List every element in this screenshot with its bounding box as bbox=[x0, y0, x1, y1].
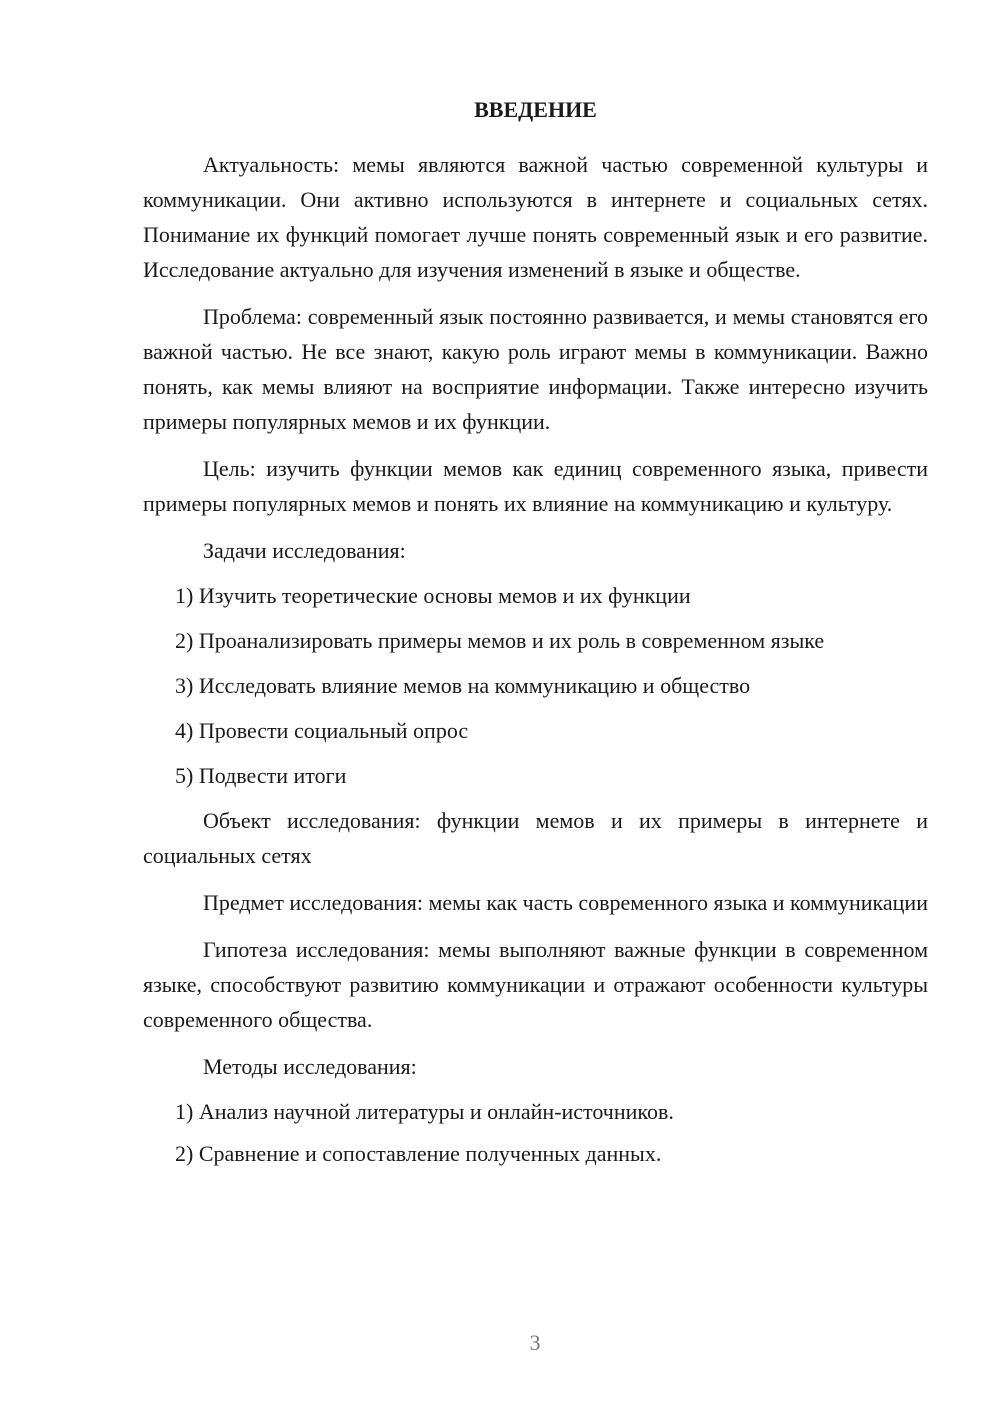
page-number: 3 bbox=[529, 1330, 541, 1355]
section-title: ВВЕДЕНИЕ bbox=[474, 97, 597, 122]
list-item: 5) Подвести итоги bbox=[175, 763, 347, 788]
tasks-list bbox=[143, 578, 928, 793]
goal-paragraph: Цель: изучить функции мемов как единиц современного языка, привести примеры популярных мемов и понять их влияние на коммуникацию и культуру. bbox=[143, 456, 928, 516]
problem-paragraph: Проблема: современный язык постоянно развивается, и мемы становятся его важной частью. Не все знают, какую роль играют мемы в коммуникации. Важно понять, как мемы влияют на восприятие информации. Также интересно изучить примеры популярных мемов и их функции. bbox=[143, 304, 928, 434]
hypothesis-paragraph: Гипотеза исследования: мемы выполняют важные функции в современном языке, способствуют развитию коммуникации и отражают особенности культуры современного общества. bbox=[143, 937, 928, 1032]
list-item: 1) Анализ научной литературы и онлайн-источников. bbox=[175, 1099, 674, 1124]
list-item: 3) Исследовать влияние мемов на коммуникацию и общество bbox=[175, 673, 751, 698]
methods-label: Методы исследования: bbox=[203, 1054, 417, 1079]
list-item: 2) Сравнение и сопоставление полученных данных. bbox=[175, 1141, 662, 1166]
document-page bbox=[143, 92, 928, 1181]
list-item: 1) Изучить теоретические основы мемов и их функции bbox=[175, 583, 691, 608]
tasks-label: Задачи исследования: bbox=[203, 538, 406, 563]
list-item: 4) Провести социальный опрос bbox=[175, 718, 469, 743]
methods-list bbox=[143, 1094, 928, 1171]
subject-paragraph: Предмет исследования: мемы как часть современного языка и коммуникации bbox=[203, 890, 928, 915]
list-item: 2) Проанализировать примеры мемов и их роль в современном языке bbox=[175, 628, 825, 653]
object-paragraph: Объект исследования: функции мемов и их примеры в интернете и социальных сетях bbox=[143, 808, 928, 868]
relevance-paragraph: Актуальность: мемы являются важной частью современной культуры и коммуникации. Они активно используются в интернете и социальных сетях. Понимание их функций помогает лучше понять современный язык и его развитие. Исследование актуально для изучения изменений в языке и обществе. bbox=[143, 152, 928, 282]
